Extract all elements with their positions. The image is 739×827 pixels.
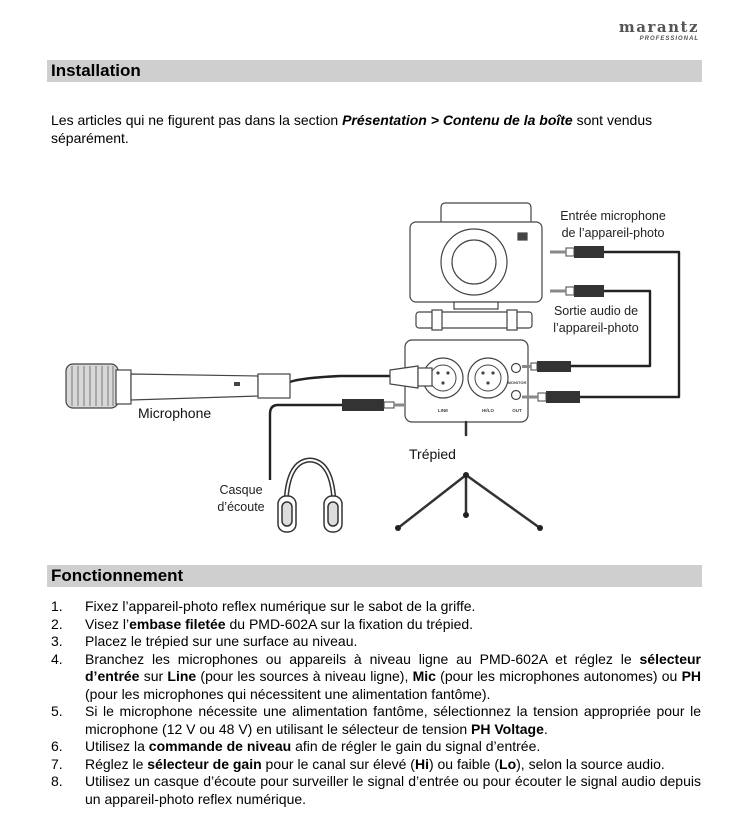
camera-audio-out-plug-icon <box>550 285 604 297</box>
step-text-bold: Mic <box>412 668 436 684</box>
device-label-out: OUT <box>512 408 522 413</box>
operation-steps <box>51 598 701 808</box>
brand-logo <box>619 20 699 43</box>
step-number: 1. <box>51 598 63 614</box>
step-text-part: (pour les microphones autonomes) ou <box>435 668 682 684</box>
label-microphone: Microphone <box>138 405 212 421</box>
connection-diagram <box>0 190 739 560</box>
label-headphones-2: d’écoute <box>217 500 265 514</box>
step-text <box>85 598 701 616</box>
step-item <box>51 616 701 634</box>
brand-name: marantz <box>618 18 699 36</box>
step-number: 4. <box>51 650 63 667</box>
label-tripod: Trépied <box>409 446 456 462</box>
step-text-part: afin de régler le gain du signal d’entrée. <box>291 738 541 754</box>
intro-text-after: sont vendus séparément. <box>51 112 653 146</box>
camera-icon <box>410 203 542 330</box>
step-text <box>85 633 701 651</box>
device-label-line: LINE <box>437 408 449 413</box>
step-number: 7. <box>51 755 63 772</box>
step-item <box>51 651 701 704</box>
step-text <box>85 756 701 774</box>
step-text-part: sur <box>139 668 168 684</box>
intro-text-before: Les articles qui ne figurent pas dans la section <box>51 112 343 128</box>
step-text-bold: sélecteur d’entrée <box>85 650 701 684</box>
step-item <box>51 756 701 774</box>
label-headphones-1: Casque <box>219 483 263 497</box>
microphone-icon <box>66 364 290 408</box>
step-text-part: Utilisez un casque d’écoute pour surveiller le signal d’entrée ou pour écouter le signal audio depuis un appareil-photo reflex numérique. <box>85 773 701 807</box>
step-item <box>51 738 701 756</box>
step-text-part: . <box>543 720 548 737</box>
step-item <box>51 703 701 738</box>
label-camera-mic-in-2: de l’appareil-photo <box>561 226 665 240</box>
brand-tagline: PROFESSIONAL <box>639 36 699 42</box>
step-text-bold: sélecteur de gain <box>147 755 262 772</box>
step-text-bold: PH Voltage <box>471 720 544 737</box>
camera-mic-in-plug-icon <box>550 246 604 258</box>
step-text-bold: Line <box>167 668 197 684</box>
step-text-part: Branchez les microphones ou appareils à niveau ligne au PMD-602A et réglez le <box>85 650 640 667</box>
step-text <box>85 651 701 704</box>
step-text-part: Utilisez la <box>85 738 149 754</box>
step-text-part: ), selon la source audio. <box>516 755 665 772</box>
step-text-part: Placez le trépied sur une surface au niveau. <box>85 633 358 649</box>
device-label-hilo: HI/LO <box>482 408 494 413</box>
step-text <box>85 703 701 738</box>
step-text-part: ) ou faible ( <box>428 755 500 772</box>
step-text-bold: Lo <box>499 755 517 772</box>
step-text-part: Fixez l’appareil-photo reflex numérique sur le sabot de la griffe. <box>85 598 476 614</box>
monitor-plug-icon <box>522 361 571 372</box>
label-camera-audio-out-1: Sortie audio de <box>553 304 639 318</box>
step-text-part: Visez l’ <box>85 615 130 632</box>
label-camera-mic-in-1: Entrée microphone <box>560 209 666 223</box>
step-text <box>85 616 701 634</box>
step-text-part: Réglez le <box>85 755 148 772</box>
headphone-plug-icon <box>342 399 404 411</box>
step-number: 3. <box>51 633 63 649</box>
step-text <box>85 773 701 808</box>
step-number: 2. <box>51 615 63 632</box>
intro-emphasis: Présentation > Contenu de la boîte <box>342 112 573 128</box>
step-item <box>51 633 701 651</box>
step-number: 6. <box>51 738 63 754</box>
step-text-part: (pour les microphones qui nécessitent une alimentation fantôme). <box>85 685 491 702</box>
step-text-part: Si le microphone nécessite une alimentation fantôme, sélectionnez la tension appropriée pour le microphone (12 V ou 48 V) en utilisant le sélecteur de tension <box>85 703 701 737</box>
step-text-bold: PH <box>681 668 702 684</box>
step-text-part: (pour les sources à niveau ligne), <box>196 668 413 684</box>
step-text-bold: embase filetée <box>129 615 226 632</box>
installation-intro <box>51 111 706 147</box>
step-number: 8. <box>51 773 63 789</box>
step-text-part: pour le canal sur élevé ( <box>261 755 415 772</box>
step-text-part: du PMD-602A sur la fixation du trépied. <box>225 615 474 632</box>
operation-heading: Fonctionnement <box>47 565 702 587</box>
xlr-plug-icon <box>390 366 432 388</box>
installation-heading: Installation <box>47 60 702 82</box>
step-number: 5. <box>51 703 63 719</box>
out-plug-icon <box>522 391 580 403</box>
step-item <box>51 598 701 616</box>
step-text <box>85 738 701 756</box>
device-label-monitor: MONITOR <box>507 380 527 385</box>
headphones-icon <box>278 460 342 532</box>
step-item <box>51 773 701 808</box>
label-camera-audio-out-2: l’appareil-photo <box>553 321 639 335</box>
step-text-bold: commande de niveau <box>148 738 292 754</box>
step-text-bold: Hi <box>414 755 429 772</box>
